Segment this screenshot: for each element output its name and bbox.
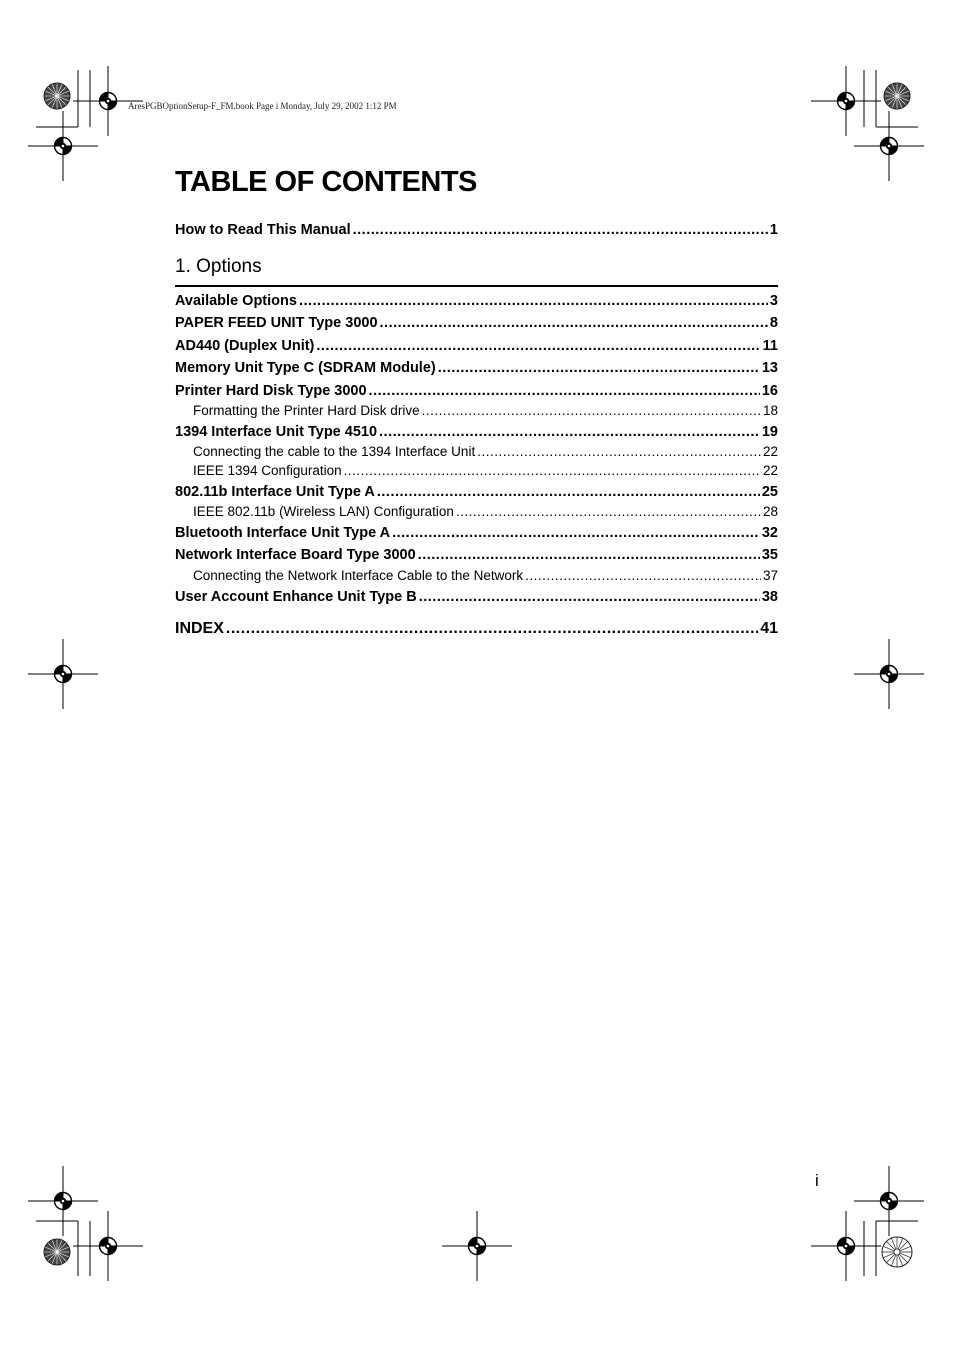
toc-entry[interactable]	[175, 293, 778, 309]
dot-leader	[419, 589, 760, 605]
chapter-rule	[175, 285, 778, 287]
toc-entry-page: 35	[761, 547, 778, 563]
toc-entry-page: 22	[762, 444, 778, 459]
toc-entry-page: 8	[769, 315, 778, 331]
toc-entry-title: Network Interface Board Type 3000	[175, 547, 416, 563]
toc-entry-title: INDEX	[175, 620, 224, 637]
toc-subentry[interactable]	[193, 463, 778, 478]
toc-subentry[interactable]	[193, 403, 778, 418]
toc-entry-page: 16	[761, 383, 778, 399]
toc-entry-page: 25	[761, 484, 778, 500]
toc-entry[interactable]	[175, 525, 778, 541]
toc-entry[interactable]	[175, 484, 778, 500]
header-note: AresPGBOptionSetup-F_FM.book Page i Monday, July 29, 2002 1:12 PM	[128, 101, 397, 111]
dot-leader	[344, 463, 761, 478]
dot-leader	[418, 547, 760, 563]
toc-entry-title: 1394 Interface Unit Type 4510	[175, 424, 378, 440]
toc-entry[interactable]	[175, 338, 778, 354]
dot-leader	[369, 383, 760, 399]
toc-entry[interactable]	[175, 424, 778, 440]
toc-entry-title: Available Options	[175, 293, 297, 309]
toc-entry-page: 37	[762, 568, 778, 583]
dot-leader	[299, 293, 768, 309]
toc-entry-page: 28	[762, 504, 778, 519]
dot-leader	[456, 504, 761, 519]
dot-leader	[422, 403, 761, 418]
chapter-heading: 1. Options	[175, 256, 262, 277]
toc-entry-title: Memory Unit Type C (SDRAM Module)	[175, 360, 436, 376]
toc-entry[interactable]	[175, 315, 778, 331]
toc-entry[interactable]	[175, 383, 778, 399]
toc-entry-title: Printer Hard Disk Type 3000	[175, 383, 367, 399]
toc-subentry[interactable]	[193, 504, 778, 519]
toc-entry[interactable]	[175, 589, 778, 605]
toc-entry-title: IEEE 802.11b (Wireless LAN) Configuration	[193, 504, 454, 519]
dot-leader	[438, 360, 760, 376]
toc-entry-title: How to Read This Manual	[175, 222, 351, 238]
toc-subentry[interactable]	[193, 568, 778, 583]
toc-entry-page: 32	[761, 525, 778, 541]
dot-leader	[377, 484, 760, 500]
toc-entry-title: Bluetooth Interface Unit Type A	[175, 525, 391, 541]
toc-entry-page: 11	[762, 338, 778, 354]
dot-leader	[353, 222, 768, 238]
toc-entry-title: Connecting the Network Interface Cable to the Network	[193, 568, 524, 583]
toc-entry-page: 13	[761, 360, 778, 376]
toc-subentry[interactable]	[193, 444, 778, 459]
toc-entry-title: AD440 (Duplex Unit)	[175, 338, 315, 354]
dot-leader	[477, 444, 761, 459]
toc-entry-page: 3	[769, 293, 778, 309]
dot-leader	[379, 424, 760, 440]
dot-leader	[316, 338, 760, 354]
dot-leader	[392, 525, 760, 541]
toc-entry-page: 41	[760, 620, 778, 637]
toc-entry-index[interactable]	[175, 620, 778, 638]
toc-entry-page: 22	[762, 463, 778, 478]
toc-entry-page: 38	[761, 589, 778, 605]
toc-entry[interactable]	[175, 547, 778, 563]
toc-entry[interactable]	[175, 360, 778, 376]
toc-entry-how-to-read[interactable]	[175, 222, 778, 238]
toc-entry-page: 18	[762, 403, 778, 418]
toc-entry-title: IEEE 1394 Configuration	[193, 463, 342, 478]
toc-entry-title: Formatting the Printer Hard Disk drive	[193, 403, 420, 418]
dot-leader	[525, 568, 761, 583]
toc-entry-title: 802.11b Interface Unit Type A	[175, 484, 375, 500]
dot-leader	[226, 620, 758, 638]
toc-entry-title: Connecting the cable to the 1394 Interface Unit	[193, 444, 476, 459]
toc-entry-title: PAPER FEED UNIT Type 3000	[175, 315, 378, 331]
page-number: i	[815, 1171, 819, 1190]
dot-leader	[380, 315, 768, 331]
toc-entry-page: 19	[761, 424, 778, 440]
toc-entry-page: 1	[769, 222, 778, 238]
toc-entry-title: User Account Enhance Unit Type B	[175, 589, 417, 605]
page-title: TABLE OF CONTENTS	[175, 166, 477, 198]
